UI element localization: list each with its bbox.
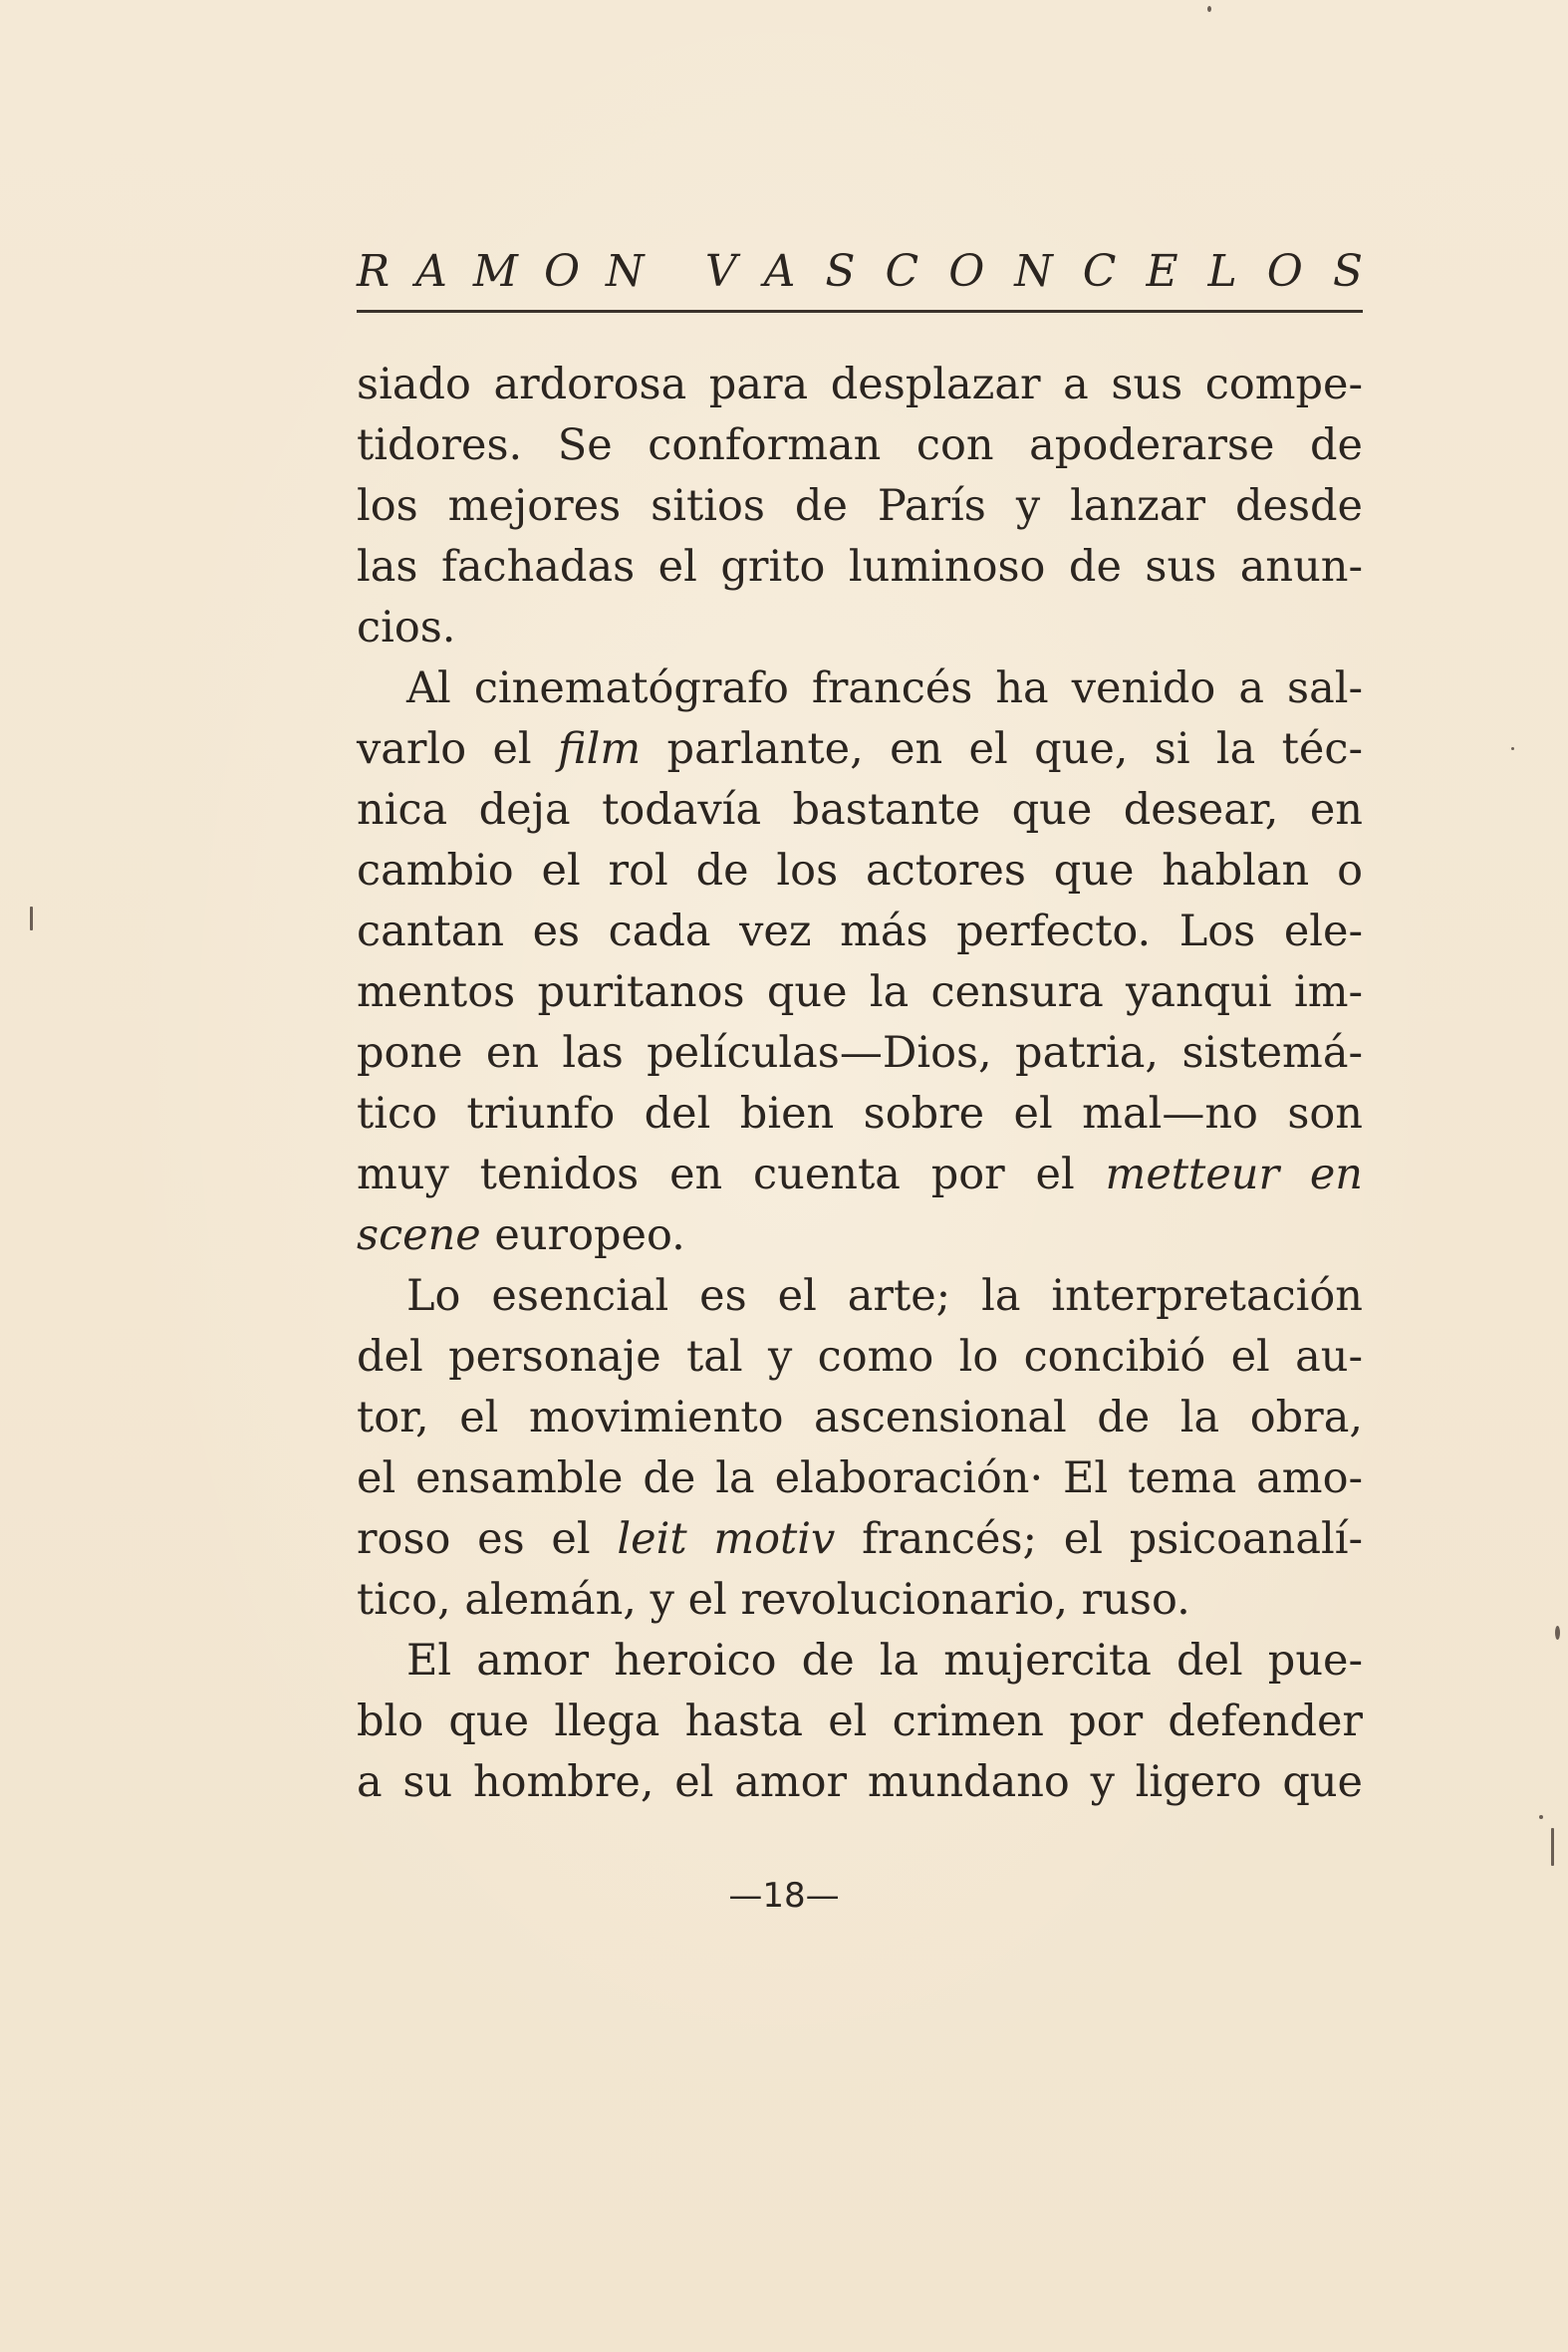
scan-speck [30,907,33,930]
paragraph [357,355,1363,658]
text-line: tico triunfo del bien sobre el mal—no son [357,1089,1363,1139]
text-line: El amor heroico de la mujercita del pue- [406,1636,1363,1686]
running-head-last-name: VASCONCELOS [704,246,1393,297]
text-line [357,1145,1363,1205]
paragraph [357,658,1363,1266]
page-number: —18— [728,1876,840,1916]
text-line: mentos puritanos que la censura yanqui im- [357,967,1363,1017]
text-line: tico, alemán, y el revolucionario, ruso. [357,1575,1190,1625]
text-line: el ensamble de la elaboración· El tema amo- [357,1453,1363,1503]
text-line: las fachadas el grito luminoso de sus anun- [357,542,1363,592]
paragraph [357,1631,1363,1813]
scan-speck [1511,747,1514,750]
running-head [357,237,1393,307]
text-segment: europeo. [480,1210,685,1260]
italic-term: scene [357,1210,481,1260]
text-segment: roso es el [357,1514,618,1564]
text-line [357,1205,1363,1266]
italic-term: metteur en [1105,1150,1363,1199]
text-line: Al cinematógrafo francés ha venido a sal- [406,663,1363,713]
italic-term: leit motiv [617,1514,836,1564]
text-line: pone en las películas—Dios, patria, sistemá- [357,1028,1363,1078]
scan-speck [1555,1626,1560,1640]
text-line: cambio el rol de los actores que hablan o [357,846,1363,896]
scan-speck [1207,6,1211,12]
paragraph [357,1266,1363,1631]
text-segment: varlo el [357,724,558,774]
text-line: cios. [357,603,456,653]
text-line: blo que llega hasta el crimen por defender [357,1697,1363,1746]
scan-speck [1551,1828,1554,1866]
text-line: los mejores sitios de París y lanzar desde [357,481,1363,531]
body-text [357,355,1363,1813]
text-segment: parlante, en el que, si la téc- [641,724,1363,774]
text-segment: francés; el psicoanalí- [835,1514,1364,1564]
italic-term: film [558,724,642,774]
text-line: siado ardorosa para desplazar a sus compe- [357,360,1363,409]
text-line: cantan es cada vez más perfecto. Los ele- [357,907,1363,956]
text-line: a su hombre, el amor mundano y ligero que [357,1757,1363,1807]
text-segment: muy tenidos en cuenta por el [357,1150,1106,1199]
text-line: nica deja todavía bastante que desear, en [357,785,1363,835]
text-line [357,1509,1363,1570]
text-line: tor, el movimiento ascensional de la obra, [357,1393,1363,1442]
header-rule [357,310,1363,313]
text-line [357,719,1363,780]
text-line: tidores. Se conforman con apoderarse de [357,420,1363,470]
scan-speck [1539,1815,1543,1819]
text-line: Lo esencial es el arte; la interpretación [406,1271,1363,1321]
text-line: del personaje tal y como lo concibió el au- [357,1332,1363,1382]
running-head-first-name: RAMON [357,246,670,297]
